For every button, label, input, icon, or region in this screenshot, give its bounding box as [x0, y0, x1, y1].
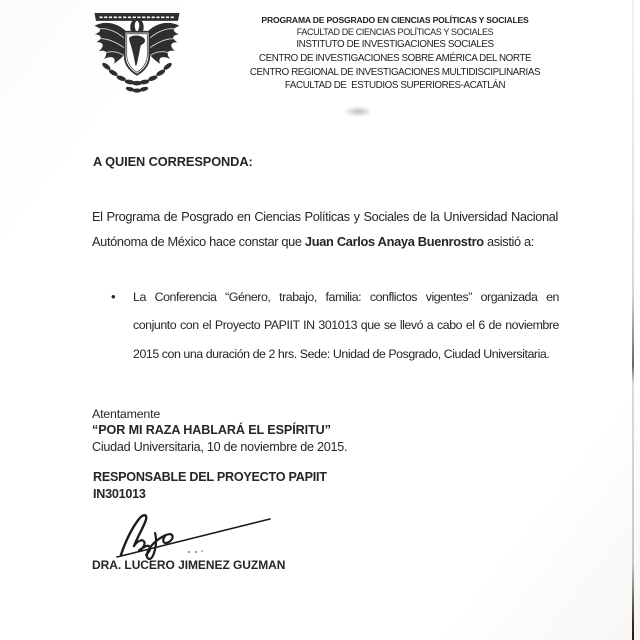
scan-edge-line	[632, 0, 634, 640]
bullet-item	[111, 283, 559, 368]
letterhead-line: PROGRAMA DE POSGRADO EN CIENCIAS POLÍTICAS Y SOCIALES	[261, 15, 529, 25]
signer-role	[93, 469, 327, 502]
letterhead-line: FACULTAD DE CIENCIAS POLÍTICAS Y SOCIALES	[296, 27, 494, 37]
signer-name: DRA. LUCERO JIMENEZ GUZMAN	[92, 558, 286, 572]
closing-motto: “POR MI RAZA HABLARÁ EL ESPÍRITU”	[92, 423, 331, 437]
closing-attentively: Atentamente	[92, 407, 161, 421]
bullet-text: La Conferencia “Género, trabajo, familia: conflictos vigentes” organizada en conjunto con el Proyecto PAPIIT IN 301013 que se llevó a cabo el 6 de noviembre 2015 con una duración de 2 hrs. Sede: Unidad de Posgrado, Ciudad Universitaria.	[133, 290, 559, 361]
scan-smudge	[344, 106, 370, 117]
attendee-name: Juan Carlos Anaya Buenrostro	[304, 234, 484, 250]
signer-role-line: IN301013	[93, 486, 146, 501]
letterhead-line: CENTRO DE INVESTIGACIONES SOBRE AMÉRICA DEL NORTE	[258, 52, 532, 64]
letterhead-line: FACULTAD DE ESTUDIOS SUPERIORES-ACATLÁN	[284, 80, 506, 92]
paragraph-text: asistió a:	[483, 234, 534, 250]
salutation: A QUIEN CORRESPONDA:	[93, 154, 253, 169]
letterhead-line: CENTRO REGIONAL DE INVESTIGACIONES MULTIDISCIPLINARIAS	[249, 66, 541, 78]
closing-place-date: Ciudad Universitaria, 10 de noviembre de 2015.	[92, 440, 348, 454]
main-paragraph	[92, 204, 558, 255]
letterhead	[170, 15, 620, 93]
signer-role-line: RESPONSABLE DEL PROYECTO PAPIIT	[93, 470, 327, 484]
paragraph-text: El Programa de Posgrado en Ciencias Políticas y Sociales de la Universidad Nacional Autónoma de México hace constar que	[92, 208, 558, 250]
letterhead-line: INSTITUTO DE INVESTIGACIONES SOCIALES	[296, 39, 494, 50]
signature-icon	[110, 508, 278, 564]
bullet-marker: •	[111, 289, 116, 304]
handwritten-signature	[110, 508, 278, 564]
closing-block	[92, 406, 347, 456]
